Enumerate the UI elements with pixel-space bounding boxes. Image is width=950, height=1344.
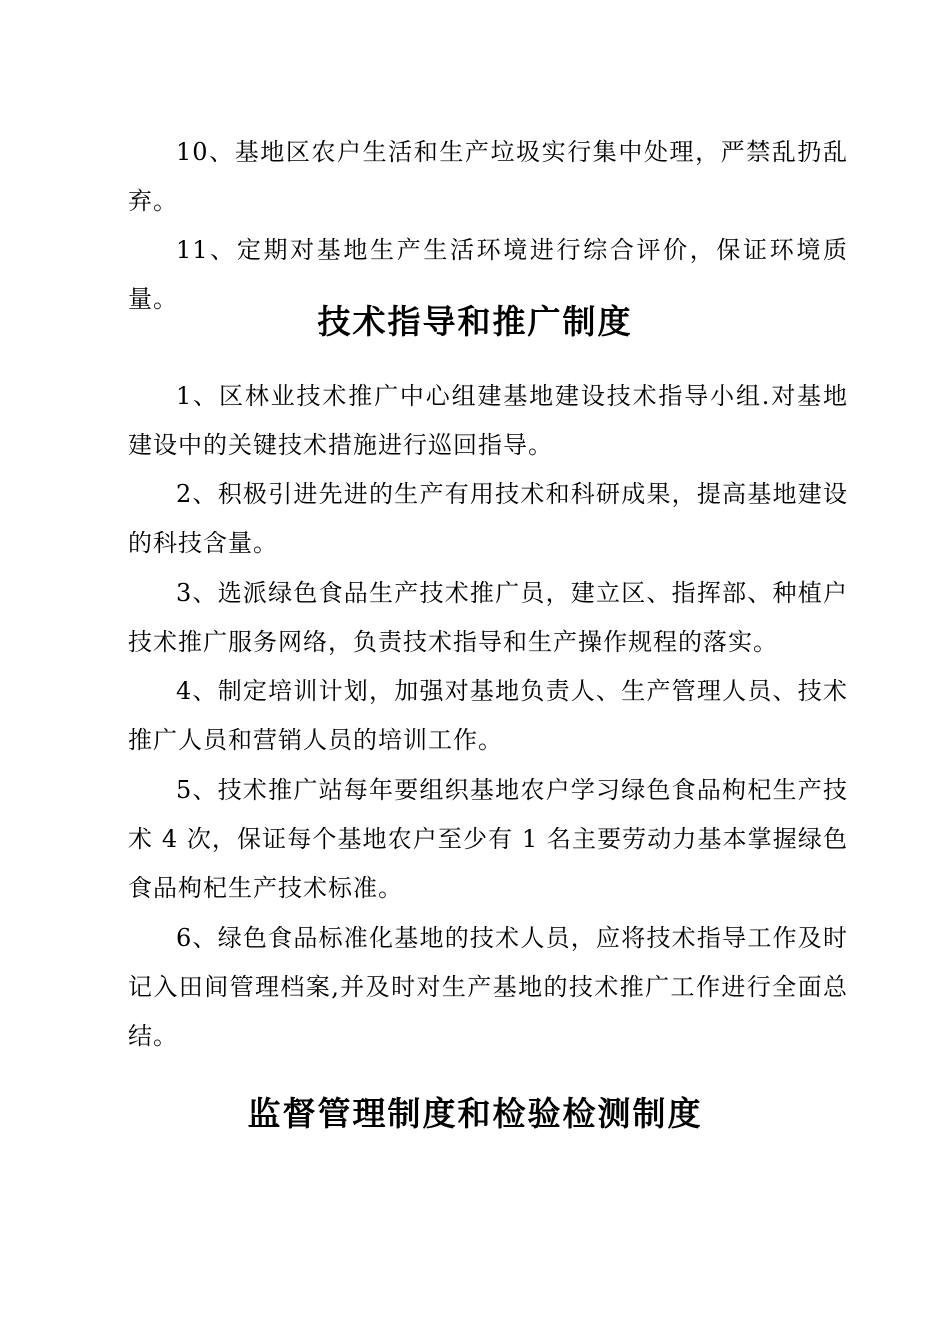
paragraph-tech-item-1: 1、区林业技术推广中心组建基地建设技术指导小组.对基地建设中的关键技术措施进行巡回指导。 — [128, 382, 848, 459]
paragraph-tech-item-6: 6、绿色食品标准化基地的技术人员，应将技术指导工作及时记入田间管理档案,并及时对生产基地的技术推广工作进行全面总结。 — [128, 924, 848, 1050]
paragraph-tech-item-3: 3、选派绿色食品生产技术推广员，建立区、指挥部、种植户技术推广服务网络，负责技术指导和生产操作规程的落实。 — [128, 579, 848, 656]
paragraph-item-11: 11、定期对基地生产生活环境进行综合评价，保证环境质量。 — [128, 236, 848, 313]
paragraph-tech-item-2: 2、积极引进先进的生产有用技术和科研成果，提高基地建设的科技含量。 — [128, 480, 848, 557]
paragraph-tech-item-4: 4、制定培训计划，加强对基地负责人、生产管理人员、技术推广人员和营销人员的培训工作。 — [128, 677, 848, 754]
paragraph-item-10: 10、基地区农户生活和生产垃圾实行集中处理，严禁乱扔乱弃。 — [128, 138, 848, 215]
section-heading-supervision: 监督管理制度和检验检测制度 — [247, 1094, 703, 1133]
section-heading-tech-guidance: 技术指导和推广制度 — [317, 302, 633, 341]
paragraph-tech-item-5: 5、技术推广站每年要组织基地农户学习绿色食品枸杞生产技术 4 次，保证每个基地农户至少有 1 名主要劳动力基本掌握绿色食品枸杞生产技术标准。 — [128, 776, 848, 902]
